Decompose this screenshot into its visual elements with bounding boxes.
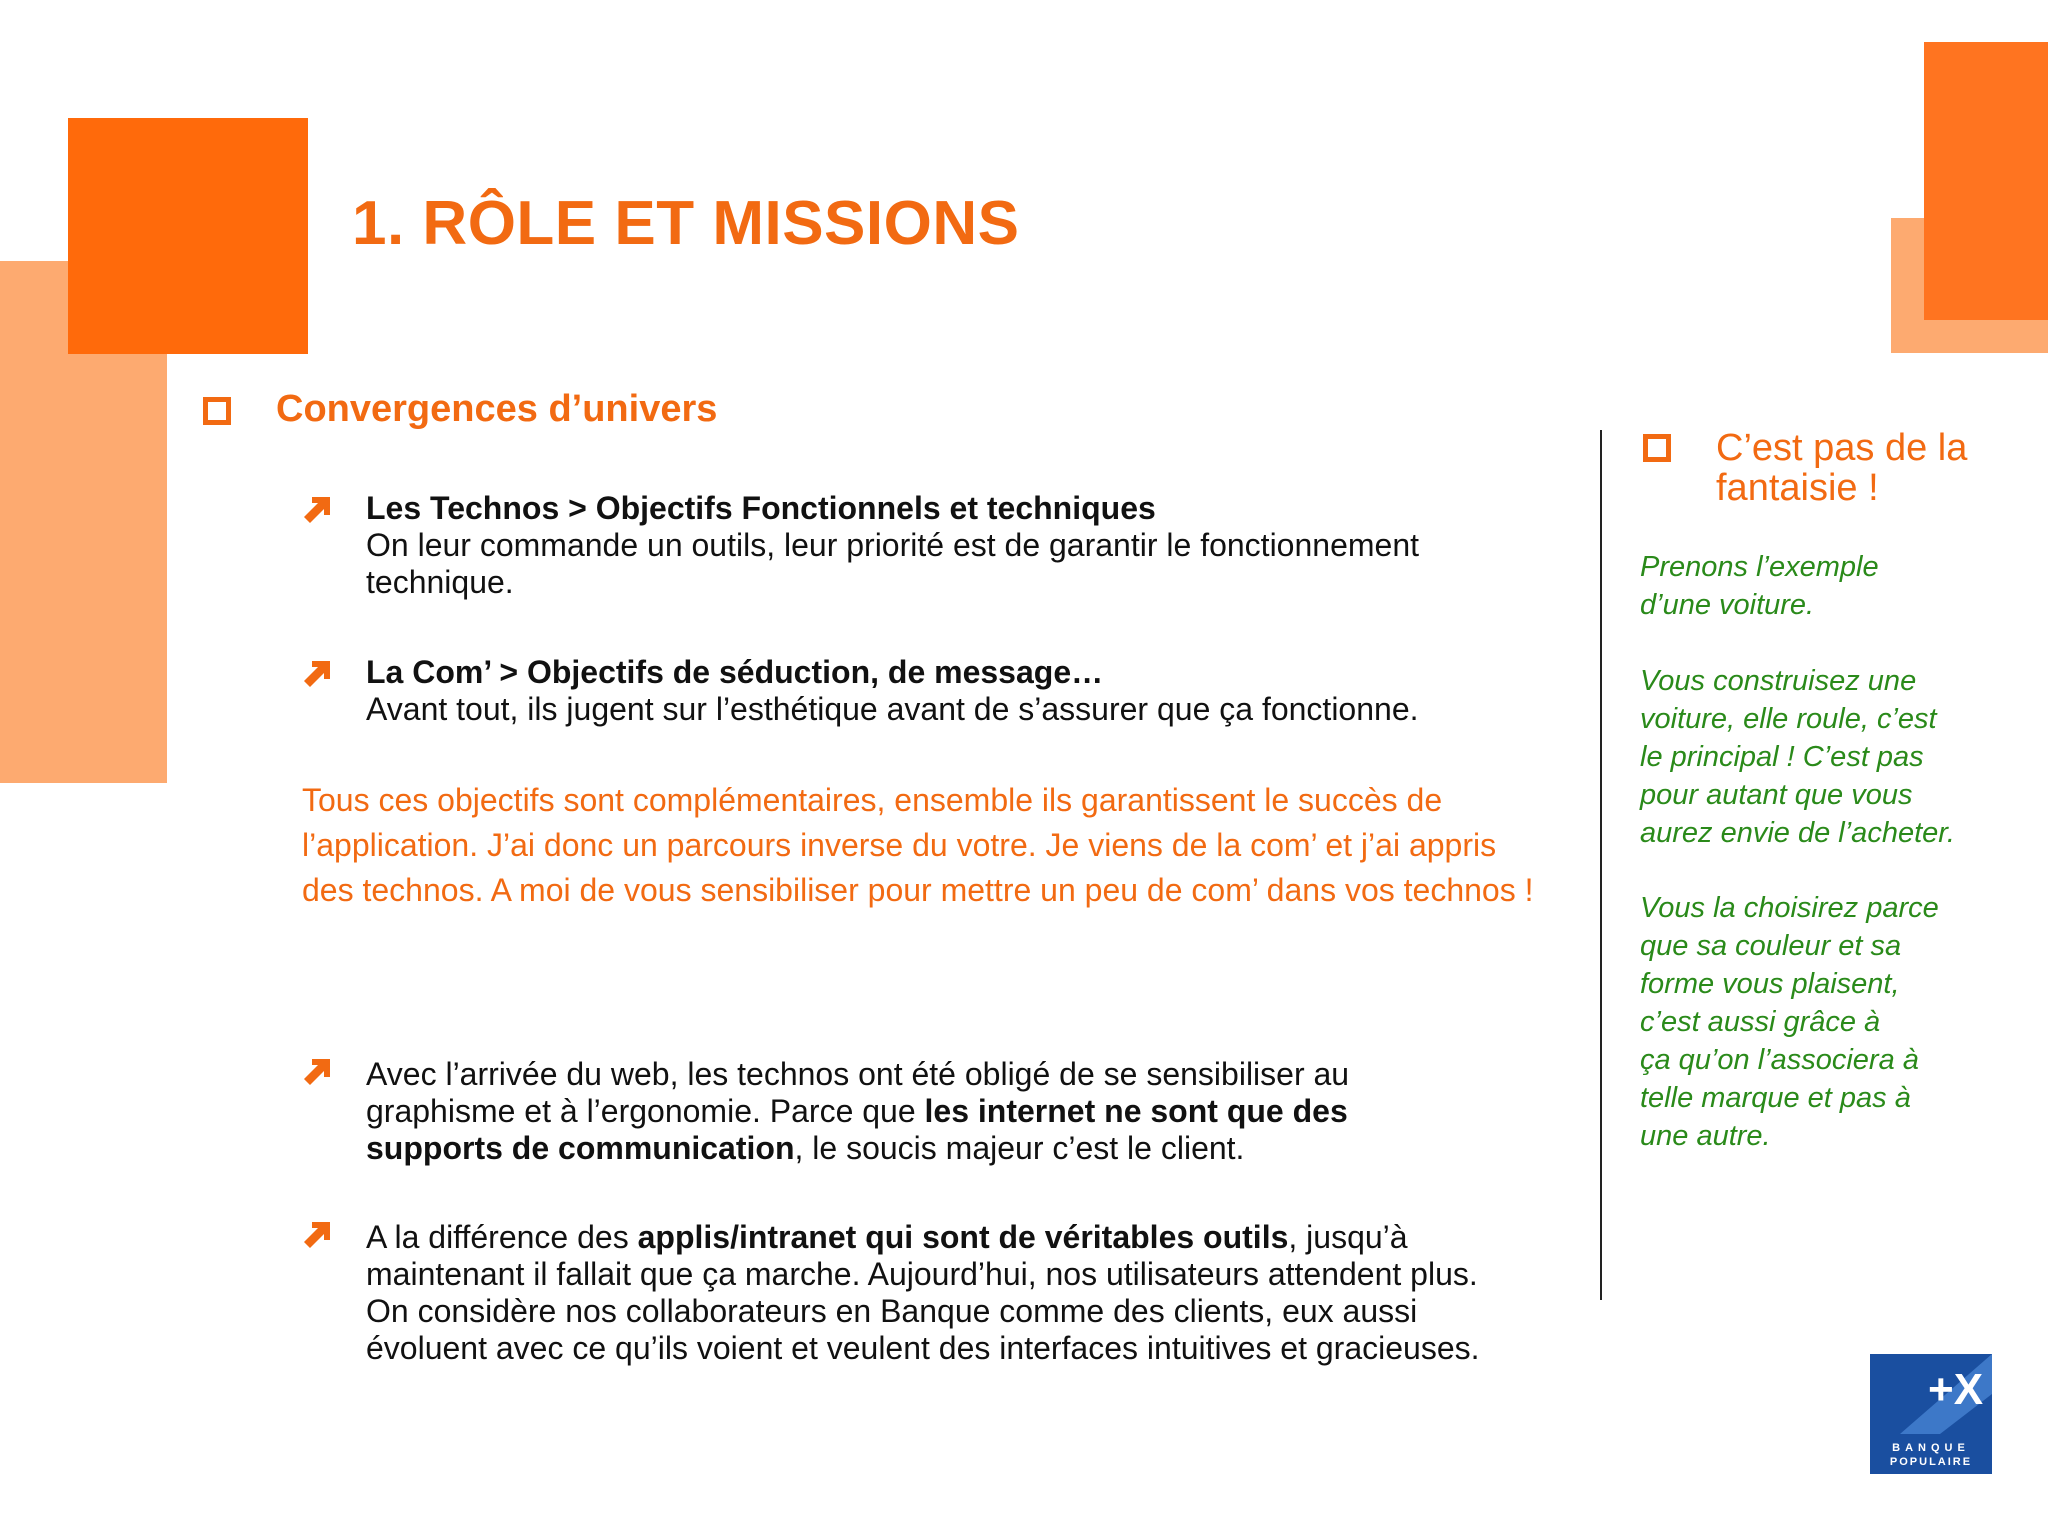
- bullet-text: Avec l’arrivée du web, les technos ont été obligé de se sensibiliser au graphisme et à l’ergonomie. Parce que: [366, 1056, 1350, 1129]
- logo-text-line2: POPULAIRE: [1889, 1456, 1973, 1468]
- sidebar-line: d’une voiture.: [1640, 589, 1815, 621]
- logo-symbol-icon: [1870, 1354, 1992, 1434]
- sidebar-line: telle marque et pas à: [1640, 1082, 1911, 1114]
- arrow-bullet-icon: [304, 497, 330, 523]
- slide-title: 1. RÔLE ET MISSIONS: [352, 189, 1020, 258]
- highlight-paragraph: Tous ces objectifs sont complémentaires, ensemble ils garantissent le succès de l’application. J’ai donc un parcours inverse du votre. Je viens de la com’ et j’ai appris des technos. A moi de vous sensibiliser pour mettre un peu de com’ dans vos technos !: [302, 782, 1534, 908]
- decor-block-left-dark: [68, 118, 308, 354]
- sidebar-line: que sa couleur et sa: [1640, 930, 1902, 962]
- svg-text:+X: +X: [1928, 1365, 1984, 1414]
- checkbox-bullet-icon: [203, 397, 231, 425]
- bullet-text: , le soucis majeur c’est le client.: [794, 1130, 1245, 1166]
- sidebar-line: une autre.: [1640, 1120, 1771, 1152]
- bullet-heading: Les Technos > Objectifs Fonctionnels et techniques: [366, 490, 1156, 526]
- arrow-bullet-icon: [304, 1059, 330, 1085]
- bullet-web: [366, 1056, 1476, 1167]
- sidebar-line: voiture, elle roule, c’est: [1640, 703, 1937, 735]
- section-title: Convergences d’univers: [276, 388, 718, 430]
- bullet-com: [366, 654, 1506, 728]
- sidebar-line: c’est aussi grâce à: [1640, 1006, 1881, 1038]
- arrow-bullet-icon: [304, 661, 330, 687]
- checkbox-bullet-icon: [1643, 434, 1671, 462]
- bullet-text: On leur commande un outils, leur priorité est de garantir le fonctionnement technique.: [366, 527, 1419, 600]
- sidebar-line: le principal ! C’est pas: [1640, 741, 1924, 773]
- sidebar-line: forme vous plaisent,: [1640, 968, 1900, 1000]
- sidebar-line: Vous construisez une: [1640, 665, 1917, 697]
- sidebar-line: pour autant que vous: [1640, 779, 1913, 811]
- logo-text-line1: BANQUE: [1892, 1442, 1970, 1454]
- sidebar-line: ça qu’on l’associera à: [1640, 1044, 1919, 1076]
- column-divider: [1600, 430, 1602, 1300]
- banque-populaire-logo: [1870, 1354, 1992, 1474]
- bullet-applis: [366, 1219, 1496, 1367]
- sidebar-line: Prenons l’exemple: [1640, 551, 1879, 583]
- sidebar-paragraph-1: [1640, 548, 2020, 624]
- sidebar-paragraph-3: [1640, 889, 2020, 1155]
- sidebar-line: aurez envie de l’acheter.: [1640, 817, 1955, 849]
- bullet-emphasis: les internet ne sont que des supports de communication: [366, 1093, 1348, 1166]
- bullet-emphasis: applis/intranet qui sont de véritables outils: [637, 1219, 1289, 1255]
- sidebar-title: C’est pas de la fantaisie !: [1716, 427, 1968, 509]
- decor-block-right-dark: [1924, 42, 2048, 320]
- bullet-text: , jusqu’à maintenant il fallait que ça marche. Aujourd’hui, nos utilisateurs attendent plus. On considère nos collaborateurs en Banque comme des clients, eux aussi évoluent avec ce qu’ils voient et veulent des interfaces intuitives et gracieuses.: [366, 1219, 1480, 1366]
- bullet-text: A la différence des: [366, 1219, 638, 1255]
- arrow-bullet-icon: [304, 1222, 330, 1248]
- bullet-technos: [366, 490, 1506, 601]
- bullet-text: Avant tout, ils jugent sur l’esthétique avant de s’assurer que ça fonctionne.: [366, 691, 1419, 727]
- sidebar-line: Vous la choisirez parce: [1640, 892, 1939, 924]
- sidebar-paragraph-2: [1640, 662, 2020, 852]
- bullet-heading: La Com’ > Objectifs de séduction, de message…: [366, 654, 1104, 690]
